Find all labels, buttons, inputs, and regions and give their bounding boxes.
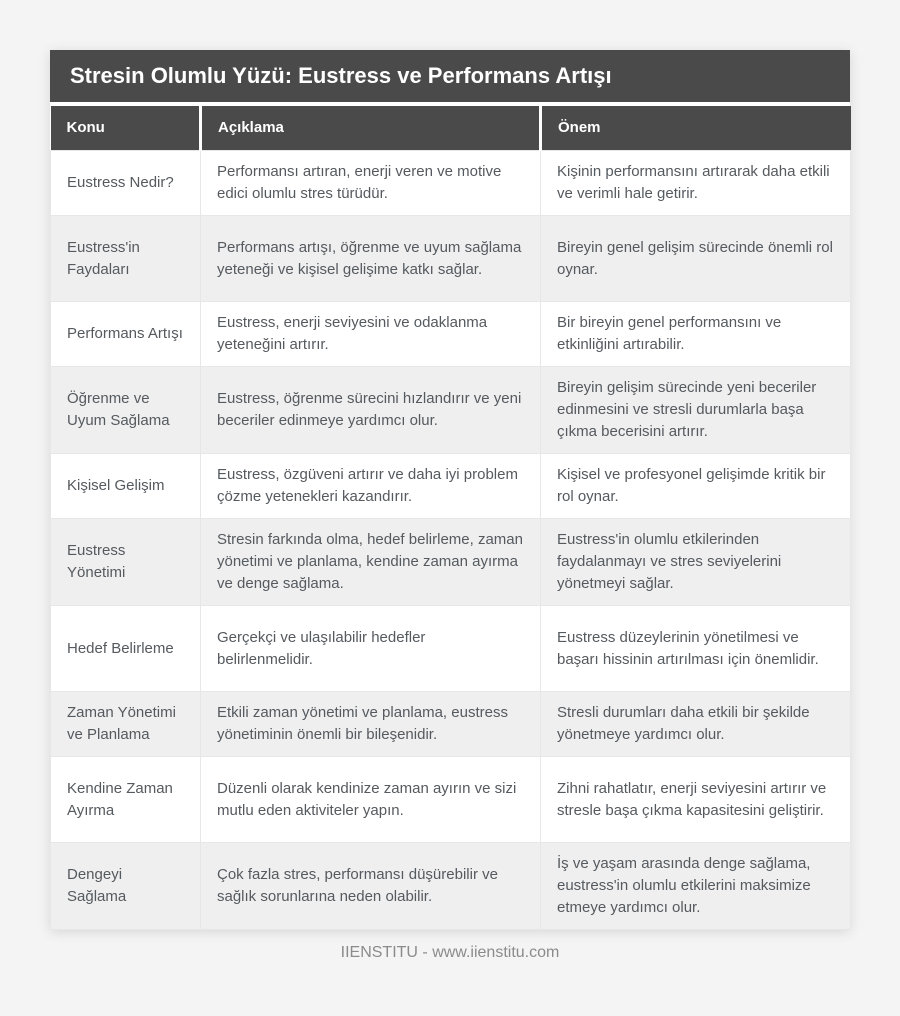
table-row <box>51 367 851 454</box>
cell-aciklama: Eustress, özgüveni artırır ve daha iyi problem çözme yetenekleri kazandırır. <box>201 454 541 519</box>
table-header <box>51 106 851 151</box>
cell-konu: Eustress'in Faydaları <box>51 216 201 302</box>
table-row <box>51 843 851 930</box>
cell-onem: Zihni rahatlatır, enerji seviyesini artırır ve stresle başa çıkma kapasitesini geliştirir. <box>541 757 851 843</box>
cell-onem: Kişisel ve profesyonel gelişimde kritik bir rol oynar. <box>541 454 851 519</box>
cell-aciklama: Düzenli olarak kendinize zaman ayırın ve sizi mutlu eden aktiviteler yapın. <box>201 757 541 843</box>
cell-aciklama: Eustress, öğrenme sürecini hızlandırır ve yeni beceriler edinmeye yardımcı olur. <box>201 367 541 454</box>
table-body <box>51 151 851 930</box>
cell-onem: Stresli durumları daha etkili bir şekilde yönetmeye yardımcı olur. <box>541 692 851 757</box>
cell-konu: Hedef Belirleme <box>51 606 201 692</box>
cell-onem: Bireyin genel gelişim sürecinde önemli rol oynar. <box>541 216 851 302</box>
cell-onem: İş ve yaşam arasında denge sağlama, eustress'in olumlu etkilerini maksimize etmeye yardımcı olur. <box>541 843 851 930</box>
cell-aciklama: Eustress, enerji seviyesini ve odaklanma yeteneğini artırır. <box>201 302 541 367</box>
cell-onem: Kişinin performansını artırarak daha etkili ve verimli hale getirir. <box>541 151 851 216</box>
cell-konu: Zaman Yönetimi ve Planlama <box>51 692 201 757</box>
cell-aciklama: Gerçekçi ve ulaşılabilir hedefler belirlenmelidir. <box>201 606 541 692</box>
cell-konu: Öğrenme ve Uyum Sağlama <box>51 367 201 454</box>
table-row <box>51 302 851 367</box>
table-row <box>51 692 851 757</box>
eustress-table <box>50 106 851 930</box>
cell-konu: Kişisel Gelişim <box>51 454 201 519</box>
cell-aciklama: Stresin farkında olma, hedef belirleme, zaman yönetimi ve planlama, kendine zaman ayırma ve denge sağlama. <box>201 519 541 606</box>
cell-onem: Bir bireyin genel performansını ve etkinliğini artırabilir. <box>541 302 851 367</box>
footer-credit: IIENSTITU - www.iienstitu.com <box>340 944 560 961</box>
cell-onem: Bireyin gelişim sürecinde yeni beceriler edinmesini ve stresli durumlarla başa çıkma becerisini artırır. <box>541 367 851 454</box>
table-row <box>51 757 851 843</box>
cell-konu: Eustress Nedir? <box>51 151 201 216</box>
table-row <box>51 519 851 606</box>
cell-konu: Performans Artışı <box>51 302 201 367</box>
cell-aciklama: Performansı artıran, enerji veren ve motive edici olumlu stres türüdür. <box>201 151 541 216</box>
table-row <box>51 151 851 216</box>
cell-aciklama: Çok fazla stres, performansı düşürebilir ve sağlık sorunlarına neden olabilir. <box>201 843 541 930</box>
eustress-table-card <box>50 50 850 930</box>
table-row <box>51 606 851 692</box>
column-header-onem: Önem <box>541 106 851 151</box>
cell-onem: Eustress'in olumlu etkilerinden faydalanmayı ve stres seviyelerini yönetmeyi sağlar. <box>541 519 851 606</box>
cell-onem: Eustress düzeylerinin yönetilmesi ve başarı hissinin artırılması için önemlidir. <box>541 606 851 692</box>
cell-aciklama: Etkili zaman yönetimi ve planlama, eustress yönetiminin önemli bir bileşenidir. <box>201 692 541 757</box>
cell-aciklama: Performans artışı, öğrenme ve uyum sağlama yeteneği ve kişisel gelişime katkı sağlar. <box>201 216 541 302</box>
header-row <box>51 106 851 151</box>
column-header-aciklama: Açıklama <box>201 106 541 151</box>
column-header-konu: Konu <box>51 106 201 151</box>
page-title: Stresin Olumlu Yüzü: Eustress ve Performans Artışı <box>50 50 850 102</box>
cell-konu: Dengeyi Sağlama <box>51 843 201 930</box>
table-row <box>51 454 851 519</box>
cell-konu: Kendine Zaman Ayırma <box>51 757 201 843</box>
table-row <box>51 216 851 302</box>
cell-konu: Eustress Yönetimi <box>51 519 201 606</box>
